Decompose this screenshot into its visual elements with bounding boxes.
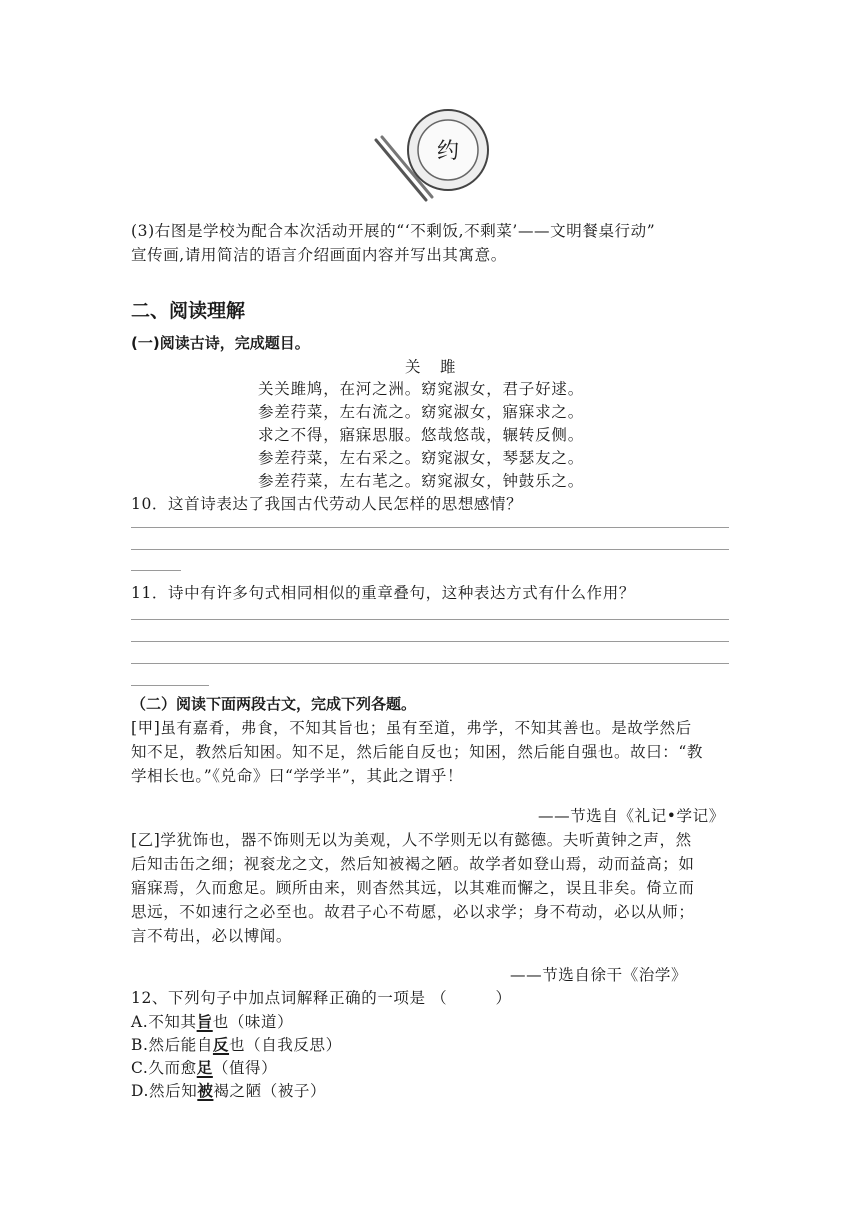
option-c: C.久而愈足（值得） [131, 1058, 278, 1077]
poem-line: 参差荇菜，左右芼之。窈窕淑女，钟鼓乐之。 [258, 472, 585, 490]
question-11: 11．诗中有许多句式相同相似的重章叠句，这种表达方式有什么作用？ [131, 584, 635, 602]
passage-yi-line: 言不苟出，必以博闻。 [131, 927, 293, 945]
q3-line-2: 宣传画,请用简洁的语言介绍画面内容并写出其寓意。 [131, 246, 507, 264]
passage-jia-line: 学相长也。”《兑命》曰“学学半”，其此之谓乎！ [131, 767, 464, 785]
option-b: B.然后能自反也（自我反思） [131, 1035, 342, 1054]
poem-line: 关关雎鸠，在河之洲。窈窕淑女，君子好逑。 [258, 380, 585, 398]
poem-line: 求之不得，寤寐思服。悠哉悠哉，辗转反侧。 [258, 426, 585, 444]
passage-yi-line: 思远，不如速行之必至也。故君子心不苟愿，必以求学；身不苟动，必以从师； [131, 903, 695, 921]
passage-jia-source: ——节选自《礼记•学记》 [538, 807, 725, 825]
part2-title: （二）阅读下面两段古文，完成下列各题。 [131, 695, 417, 713]
dotted-word: 足 [196, 1058, 213, 1077]
dotted-word: 反 [212, 1035, 230, 1054]
poem-title: 关 雎 [405, 358, 458, 376]
answer-line [131, 527, 729, 528]
part1-title: (一)阅读古诗，完成题目。 [131, 334, 310, 352]
passage-jia-line: 知不足，教然后知困。知不足，然后能自反也；知困，然后能自强也。故曰：“教 [131, 743, 704, 761]
dotted-word: 旨 [196, 1012, 213, 1031]
question-12: 12、下列句子中加点词解释正确的一项是 （ ） [131, 989, 512, 1007]
passage-yi-line: 后知击缶之细；视衮龙之文，然后知被褐之陋。故学者如登山焉，动而益高；如 [131, 855, 695, 873]
answer-line [131, 663, 729, 664]
plate-with-chopsticks-icon [368, 100, 493, 205]
option-d: D.然后知被褐之陋（被子） [131, 1081, 327, 1100]
poem-line: 参差荇菜，左右采之。窈窕淑女，琴瑟友之。 [258, 449, 585, 467]
option-a: A.不知其旨也（味道） [131, 1012, 294, 1031]
plate-character: 约 [436, 139, 460, 164]
passage-yi-source: ——节选自徐干《治学》 [510, 966, 688, 984]
answer-line [131, 549, 729, 550]
answer-line [131, 641, 729, 642]
passage-yi-line: 寤寐焉，久而愈足。顾所由来，则杳然其远，以其难而懈之，误且非矣。倚立而 [131, 879, 695, 897]
poem-line: 参差荇菜，左右流之。窈窕淑女，寤寐求之。 [258, 403, 585, 421]
passage-yi-line: [乙]学犹饰也，器不饰则无以为美观，人不学则无以有懿德。夫听黄钟之声，然 [131, 831, 692, 849]
question-10: 10．这首诗表达了我国古代劳动人民怎样的思想感情？ [131, 495, 523, 513]
answer-line [131, 685, 209, 686]
answer-line [131, 570, 181, 571]
section-title: 二、阅读理解 [131, 300, 246, 322]
dotted-word: 被 [197, 1081, 214, 1100]
passage-jia-line: [甲]虽有嘉肴，弗食，不知其旨也；虽有至道，弗学，不知其善也。是故学然后 [131, 719, 692, 737]
q3-line-1: (3)右图是学校为配合本次活动开展的“‘不剩饭,不剩菜’——文明餐桌行动” [131, 222, 656, 240]
answer-line [131, 619, 729, 620]
